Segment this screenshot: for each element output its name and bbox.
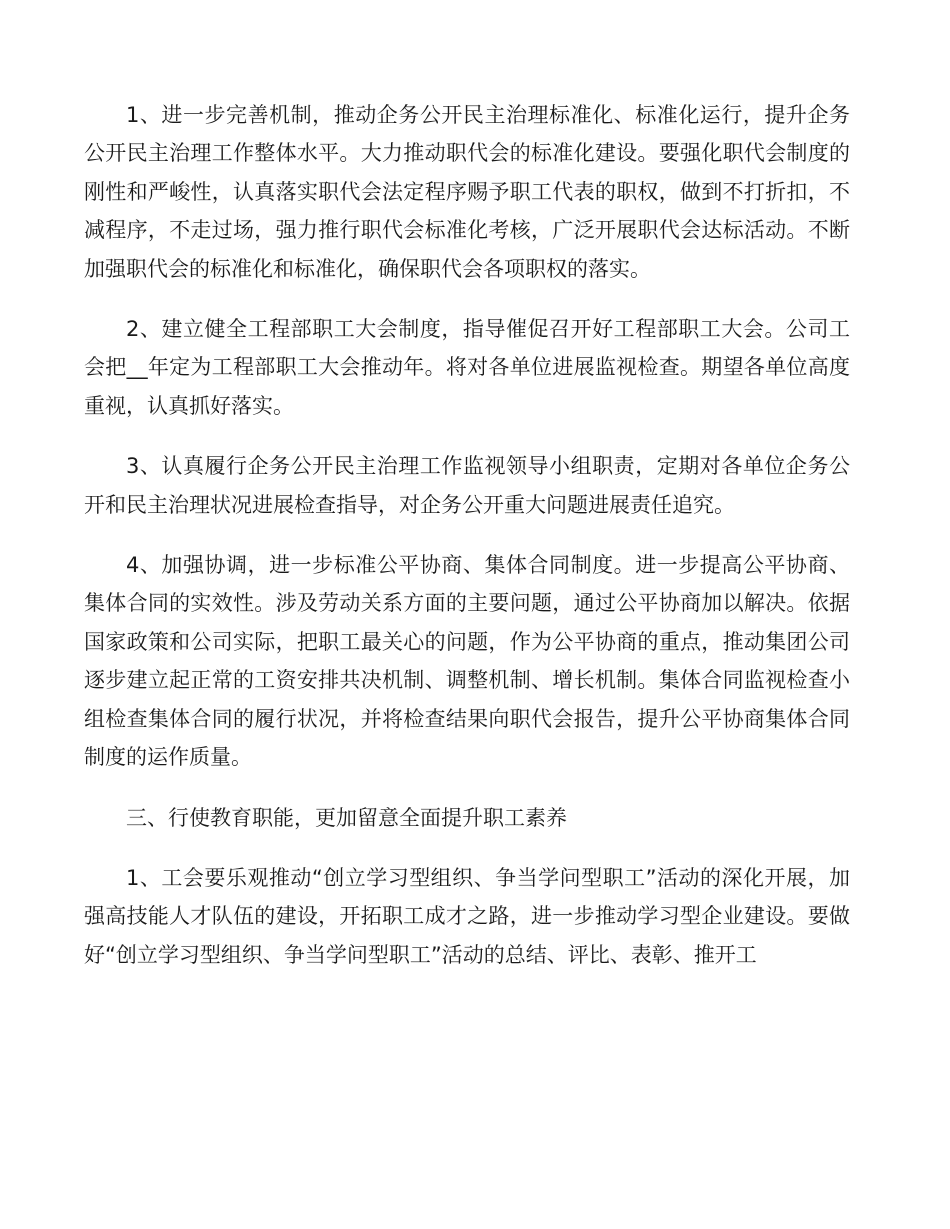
- paragraph-staff-congress: 2、建立健全工程部职工大会制度，指导催促召开好工程部职工大会。公司工会把__年定为工程部职工大会推动年。将对各单位进展监视检查。期望各单位高度重视，认真抓好落实。: [84, 317, 850, 418]
- paragraph-supervision: 3、认真履行企务公开民主治理工作监视领导小组职责，定期对各单位企务公开和民主治理状况进展检查指导，对企务公开重大问题进展责任追究。: [84, 454, 850, 517]
- paragraph-learning-organization: 1、工会要乐观推动“创立学习型组织、争当学问型职工”活动的深化开展，加强高技能人才队伍的建设，开拓职工成才之路，进一步推动学习型企业建设。要做好“创立学习型组织、争当学问型职工”活动的总结、评比、表彰、推开工: [84, 865, 850, 967]
- paragraph-collective-contract: 4、加强协调，进一步标准公平协商、集体合同制度。进一步提高公平协商、集体合同的实效性。涉及劳动关系方面的主要问题，通过公平协商加以解决。依据国家政策和公司实际，把职工最关心的问题，作为公平协商的重点，推动集团公司逐步建立起正常的工资安排共决机制、调整机制、增长机制。集体合同监视检查小组检查集体合同的履行状况，并将检查结果向职代会报告，提升公平协商集体合同制度的运作质量。: [84, 553, 850, 770]
- document-body: [84, 96, 850, 996]
- paragraph-improve-mechanism: 1、进一步完善机制，推动企务公开民主治理标准化、标准化运行，提升企务公开民主治理工作整体水平。大力推动职代会的标准化建设。要强化职代会制度的刚性和严峻性，认真落实职代会法定程序赐予职工代表的职权，做到不打折扣，不减程序，不走过场，强力推行职代会标准化考核，广泛开展职代会达标活动。不断加强职代会的标准化和标准化，确保职代会各项职权的落实。: [84, 103, 850, 281]
- section-heading-education: 三、行使教育职能，更加留意全面提升职工素养: [126, 805, 567, 830]
